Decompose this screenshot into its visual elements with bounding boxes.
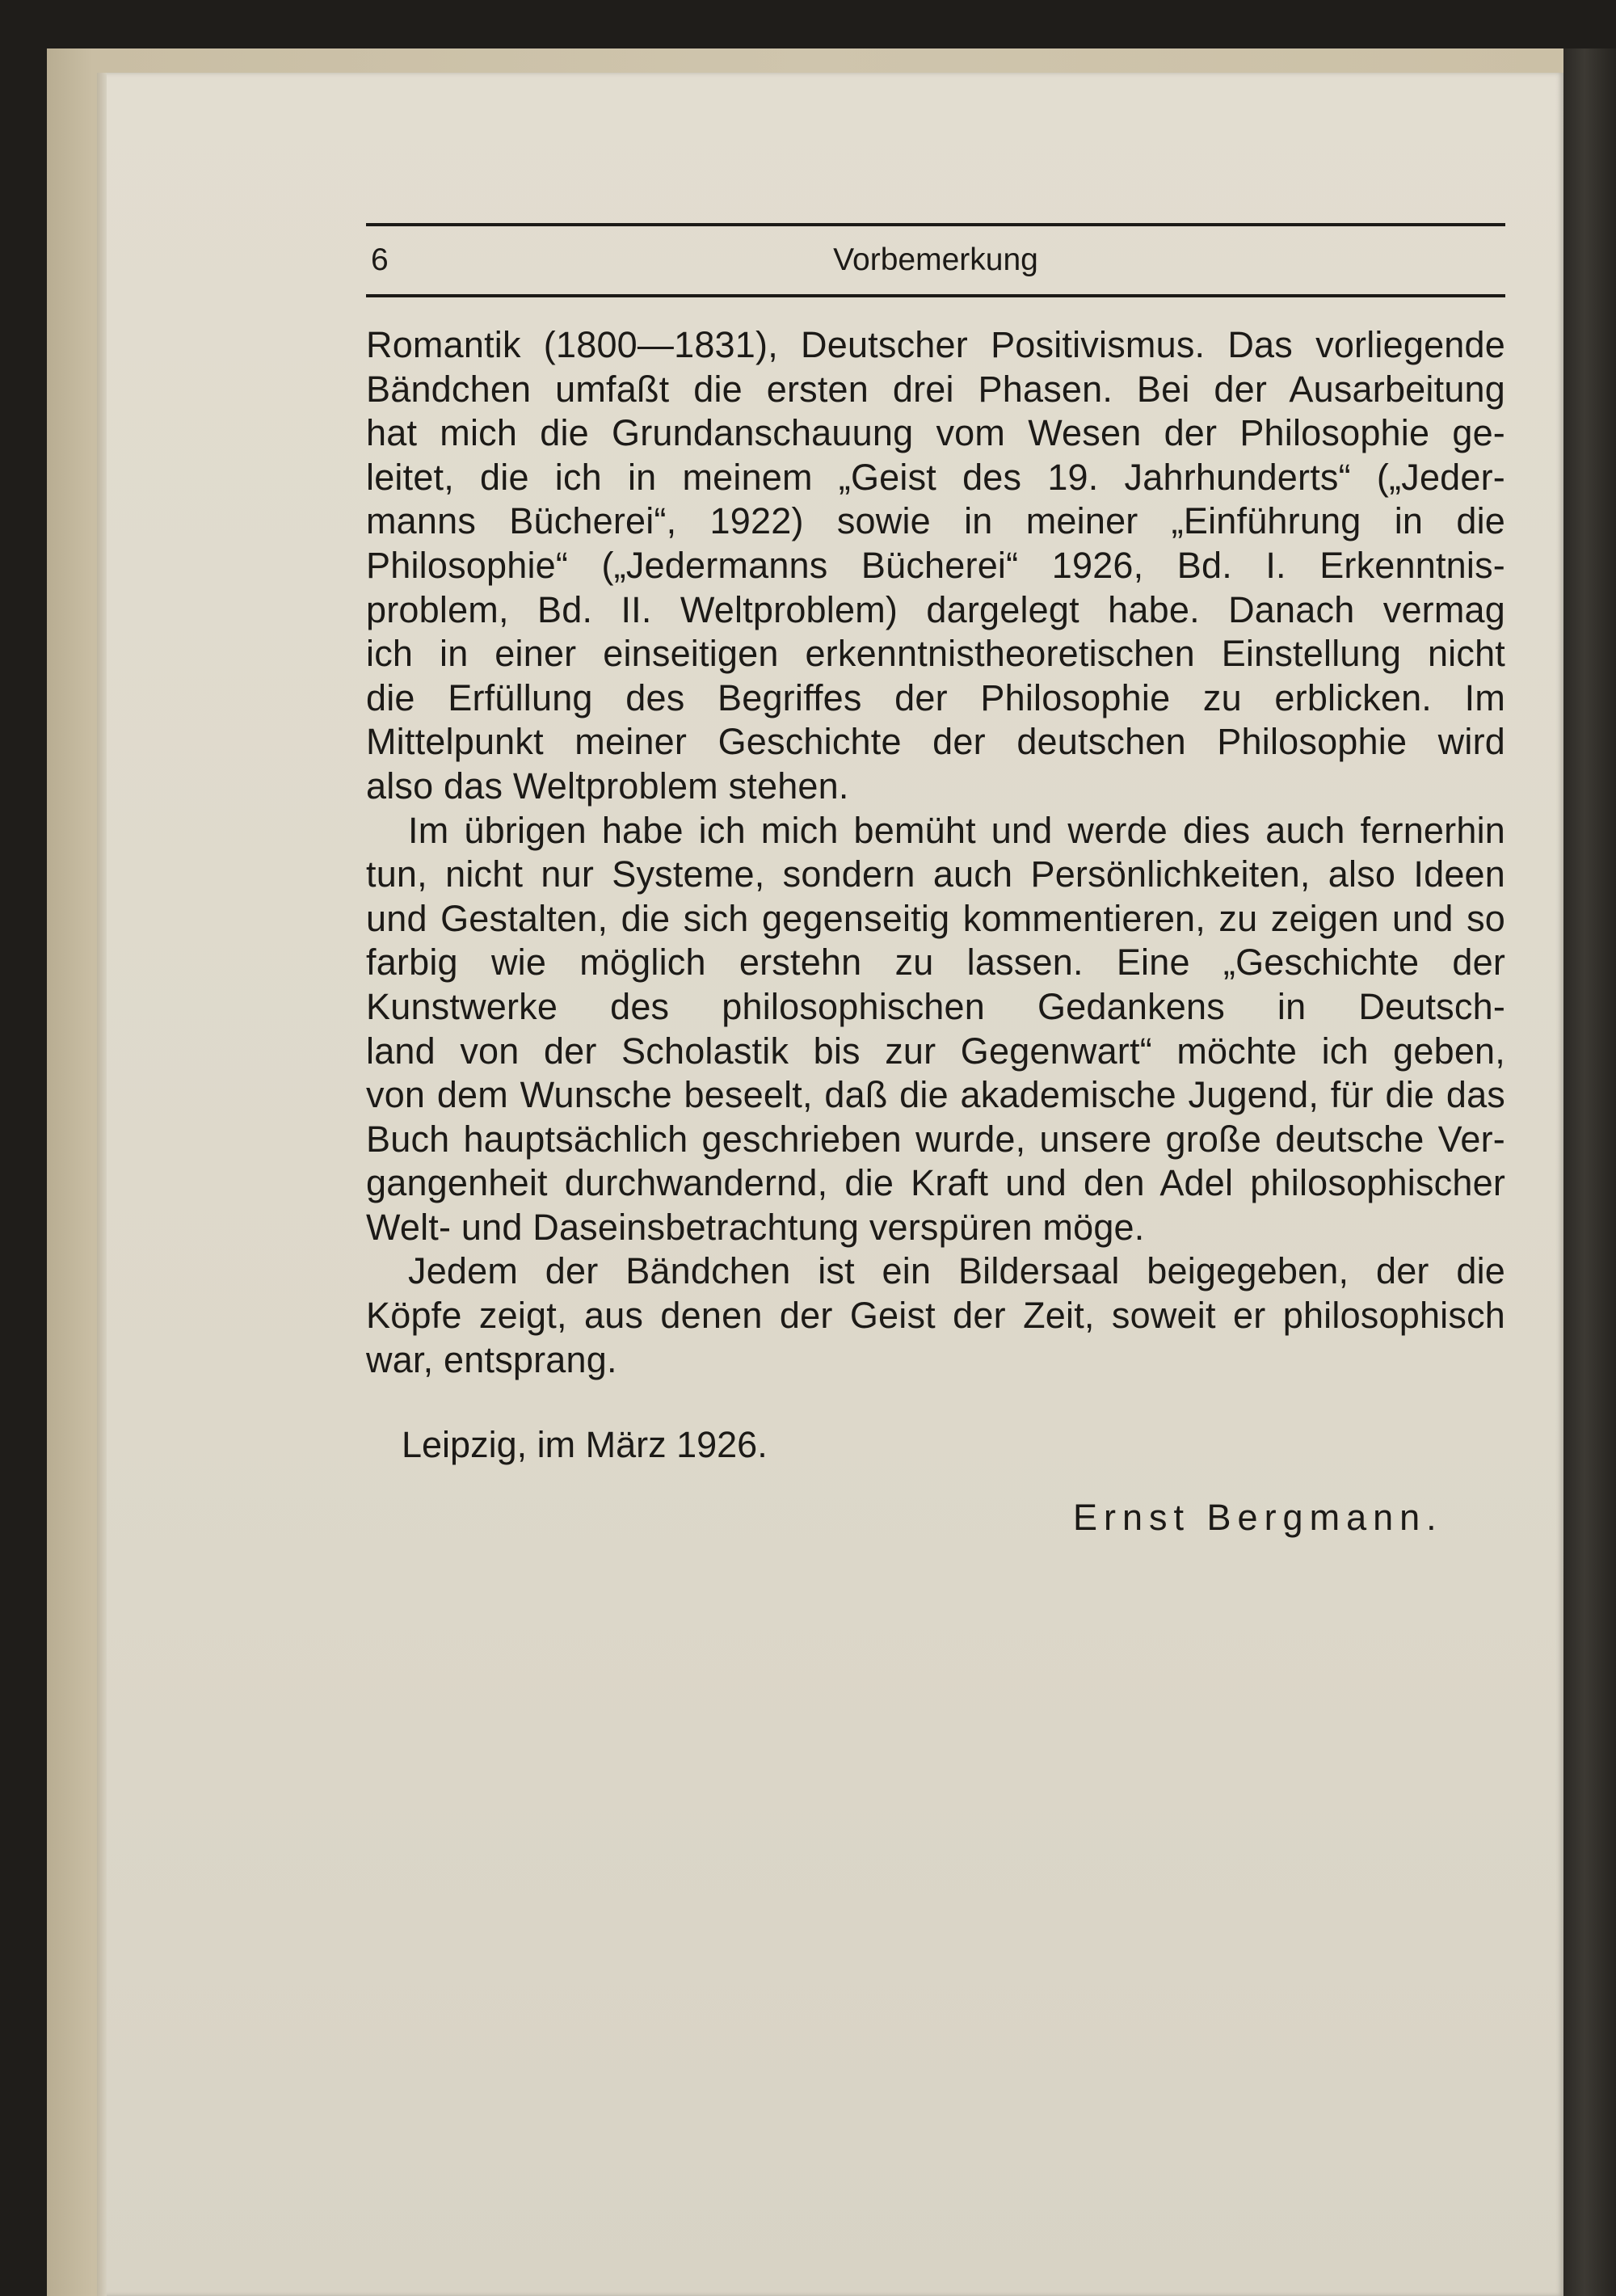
text-line: Jedem der Bändchen ist ein Bildersaal beigegeben, der die: [408, 1250, 1505, 1292]
text-line: Im übrigen habe ich mich bemüht und werde dies auch fernerhin: [408, 809, 1505, 851]
text-line: manns Bücherei“, 1922) sowie in meiner „Einführung in die: [366, 500, 1505, 542]
text-line: Romantik (1800—1831), Deutscher Positivismus. Das vorliegende: [366, 324, 1505, 365]
book-spine-shadow: [1563, 48, 1616, 2296]
header-rule-bottom: [366, 294, 1505, 297]
text-line: gangenheit durchwandernd, die Kraft und den Adel philosophischer: [366, 1162, 1505, 1204]
running-title: Vorbemerkung: [833, 242, 1038, 277]
text-line: von dem Wunsche beseelt, daß die akademische Jugend, für die das: [366, 1074, 1505, 1116]
running-head: [366, 226, 1505, 294]
text-line: Köpfe zeigt, aus denen der Geist der Zeit, soweit er philosophisch: [366, 1295, 1505, 1337]
paragraph-3: [366, 1249, 1505, 1382]
paragraph-2: [366, 809, 1505, 1250]
author-name: Ernst Bergmann.: [1073, 1497, 1443, 1538]
text-line: Kunstwerke des philosophischen Gedankens in Deutsch-: [366, 985, 1505, 1027]
text-line: hat mich die Grundanschauung vom Wesen der Philosophie ge-: [366, 412, 1505, 454]
text-line: und Gestalten, die sich gegenseitig kommentieren, zu zeigen und so: [366, 897, 1505, 939]
text-line: leitet, die ich in meinem „Geist des 19. Jahrhunderts“ („Jeder-: [366, 456, 1505, 498]
text-line: ich in einer einseitigen erkenntnistheoretischen Einstellung nicht: [366, 633, 1505, 675]
text-line: farbig wie möglich erstehn zu lassen. Eine „Geschichte der: [366, 942, 1505, 984]
text-line: also das Weltproblem stehen.: [366, 765, 849, 807]
text-line: Mittelpunkt meiner Geschichte der deutschen Philosophie wird: [366, 721, 1505, 763]
text-line: war, entsprang.: [366, 1338, 617, 1380]
author-signature: [1073, 1497, 1443, 1539]
body-text: [366, 323, 1505, 1382]
text-line: Philosophie“ („Jedermanns Bücherei“ 1926, Bd. I. Erkenntnis-: [366, 544, 1505, 586]
text-line: tun, nicht nur Systeme, sondern auch Persönlichkeiten, also Ideen: [366, 853, 1505, 895]
place-date-text: Leipzig, im März 1926.: [402, 1424, 768, 1465]
text-line: die Erfüllung des Begriffes der Philosophie zu erblicken. Im: [366, 676, 1505, 718]
page-leaf-edge: [97, 73, 107, 2296]
text-line: Bändchen umfaßt die ersten drei Phasen. Bei der Ausarbeitung: [366, 368, 1505, 410]
text-line: land von der Scholastik bis zur Gegenwart“ möchte ich geben,: [366, 1030, 1505, 1072]
page-number: 6: [371, 242, 389, 277]
page-text-block: [366, 223, 1505, 1382]
paragraph-1: [366, 323, 1505, 809]
text-line: Welt- und Daseinsbetrachtung verspüren möge.: [366, 1206, 1145, 1248]
text-line: problem, Bd. II. Weltproblem) dargelegt habe. Danach vermag: [366, 588, 1505, 630]
text-line: Buch hauptsächlich geschrieben wurde, unsere große deutsche Ver-: [366, 1118, 1505, 1160]
place-and-date: [402, 1424, 768, 1466]
